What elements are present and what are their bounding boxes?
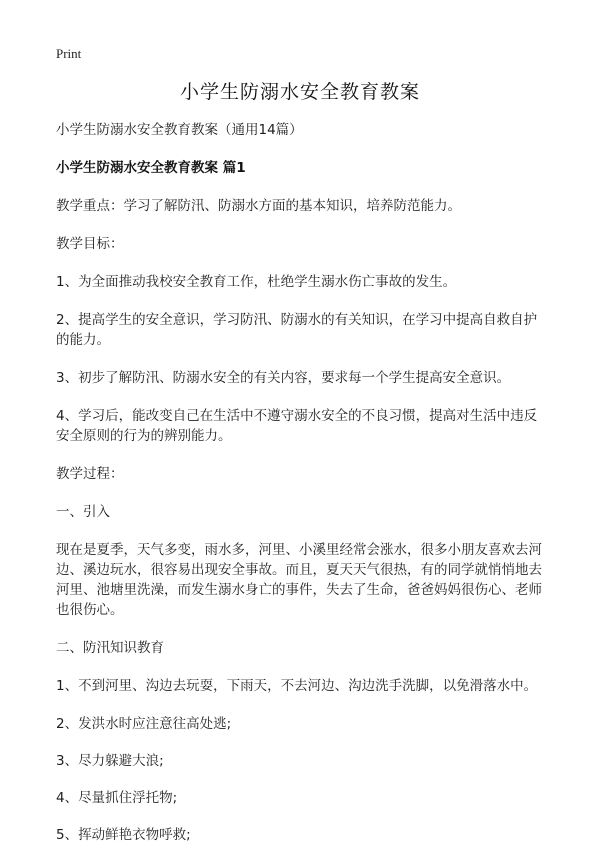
paragraph-process-heading: 教学过程：	[56, 466, 124, 482]
paragraph-tip-1: 1、不到河里、沟边去玩耍，下雨天，不去河边、沟边洗手洗脚，以免滑落水中。	[56, 678, 538, 694]
paragraph-tip-4: 4、尽量抓住浮托物;	[56, 790, 178, 806]
print-label: Print	[56, 46, 82, 61]
paragraph-teaching-goals-heading: 教学目标：	[56, 236, 124, 252]
paragraph-intro-text: 现在是夏季，天气多变，雨水多，河里、小溪里经常会涨水，很多小朋友喜欢去河边、溪边玩水，很容易出现安全事故。而且，夏天天气很热，有的同学就悄悄地去河里、池塘里洗澡，而发生溺水身亡的事件，失去了生命，爸爸妈妈很伤心、老师也很伤心。	[56, 542, 542, 618]
paragraph-goal-3: 3、初步了解防汛、防溺水安全的有关内容，要求每一个学生提高安全意识。	[56, 370, 511, 386]
paragraph-goal-4: 4、学习后，能改变自己在生活中不遵守溺水安全的不良习惯，提高对生活中违反安全原则的行为的辨别能力。	[56, 408, 538, 444]
paragraph-tip-5: 5、挥动鲜艳衣物呼救;	[56, 827, 191, 843]
paragraph-intro-heading: 一、引入	[56, 504, 110, 520]
paragraph-tip-2: 2、发洪水时应注意往高处逃;	[56, 716, 232, 732]
paragraph-goal-2: 2、提高学生的安全意识，学习防汛、防溺水的有关知识，在学习中提高自救自护的能力。	[56, 312, 538, 348]
paragraph-teaching-focus: 教学重点：学习了解防汛、防溺水方面的基本知识，培养防范能力。	[56, 198, 461, 214]
document-title: 小学生防溺水安全教育教案	[179, 81, 420, 103]
document-subtitle: 小学生防溺水安全教育教案（通用14篇）	[56, 122, 303, 138]
section-heading: 小学生防溺水安全教育教案 篇1	[56, 160, 246, 176]
paragraph-tip-3: 3、尽力躲避大浪;	[56, 753, 164, 769]
paragraph-goal-1: 1、为全面推动我校安全教育工作，杜绝学生溺水伤亡事故的发生。	[56, 274, 457, 290]
document-body	[56, 120, 548, 862]
paragraph-flood-knowledge-heading: 二、防汛知识教育	[56, 640, 164, 656]
